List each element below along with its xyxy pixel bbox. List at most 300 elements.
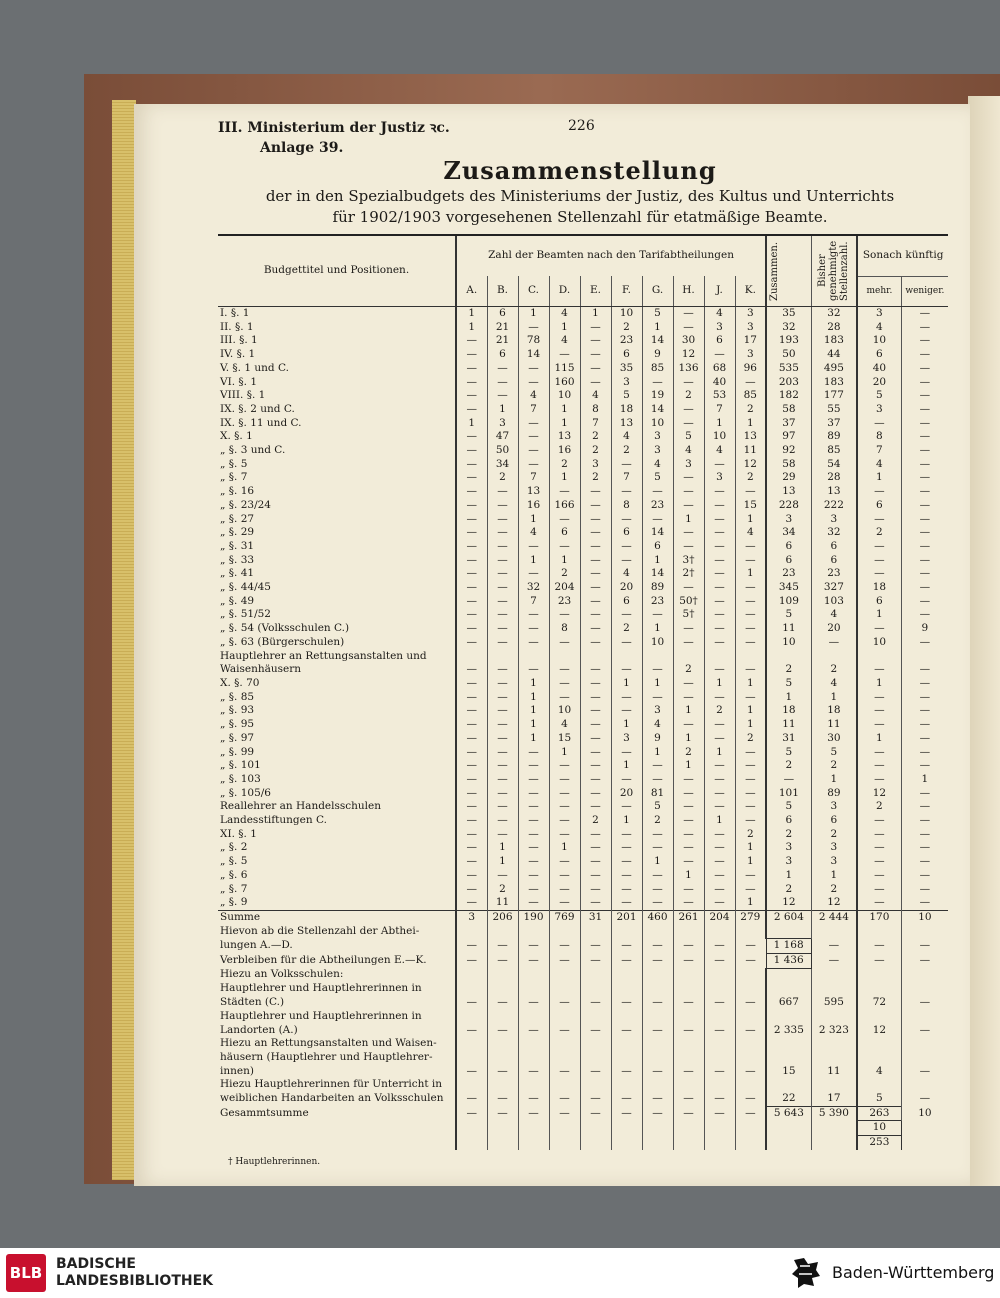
table-cell: 2 [611, 622, 642, 636]
class-header: K. [735, 276, 766, 306]
row-label: „ §. 9 [220, 896, 248, 909]
table-cell: 3 [811, 855, 857, 869]
table-cell [766, 982, 811, 996]
table-cell: 495 [811, 362, 857, 376]
table-cell: — [456, 608, 487, 622]
table-cell: 8 [580, 403, 611, 417]
table-cell: 1 [704, 814, 735, 828]
table-cell: — [518, 746, 549, 760]
table-cell: — [580, 759, 611, 773]
row-label: „ §. 85 [220, 690, 255, 703]
table-cell: — [518, 321, 549, 335]
table-cell: — [673, 526, 704, 540]
table-cell: — [901, 855, 948, 869]
table-cell: 9 [642, 732, 673, 746]
table-cell: 14 [642, 403, 673, 417]
table-cell: 2 [735, 471, 766, 485]
table-cell: 3 [766, 841, 811, 855]
table-cell: — [857, 746, 901, 760]
class-header: J. [704, 276, 735, 306]
table-cell: — [580, 718, 611, 732]
table-cell: 12 [673, 348, 704, 362]
table-cell: 50† [673, 595, 704, 609]
table-cell: — [901, 732, 948, 746]
table-cell [456, 1121, 487, 1136]
table-cell: — [456, 732, 487, 746]
table-cell: 96 [735, 362, 766, 376]
table-cell: 1 [673, 759, 704, 773]
previous-column-header: Bisher genehmigte Stellenzahl. [811, 235, 857, 307]
table-cell: 20 [611, 581, 642, 595]
table-cell: — [456, 567, 487, 581]
table-cell: — [549, 828, 580, 842]
table-cell: — [811, 939, 857, 954]
table-cell: — [580, 321, 611, 335]
table-cell: — [487, 1024, 518, 1038]
table-cell [642, 1037, 673, 1051]
row-label: Landorten (A.) [220, 1023, 298, 1036]
table-cell: — [611, 896, 642, 910]
table-cell: 1 [735, 718, 766, 732]
table-row [218, 1078, 948, 1092]
table-cell: — [901, 362, 948, 376]
table-cell: 72 [857, 996, 901, 1010]
row-label: lungen A.—D. [220, 939, 293, 952]
table-cell: 1 [642, 321, 673, 335]
table-row [218, 430, 948, 444]
table-cell: — [642, 996, 673, 1010]
table-cell: — [580, 869, 611, 883]
table-cell [549, 968, 580, 982]
table-cell: 1 [580, 307, 611, 321]
table-cell: 1 [518, 513, 549, 527]
table-cell: 595 [811, 996, 857, 1010]
table-cell: — [901, 554, 948, 568]
table-cell: — [735, 691, 766, 705]
row-label: Hievon ab die Stellenzahl der Abthei- [220, 924, 420, 937]
table-cell: — [611, 996, 642, 1010]
table-cell: 8 [611, 499, 642, 513]
table-cell: 15 [735, 499, 766, 513]
row-label: XI. §. 1 [220, 827, 257, 840]
table-cell: 1 [456, 321, 487, 335]
table-cell [811, 968, 857, 982]
table-cell: 23 [549, 595, 580, 609]
table-cell: 222 [811, 499, 857, 513]
table-row [218, 759, 948, 773]
table-cell: — [673, 485, 704, 499]
table-cell: 18 [811, 704, 857, 718]
table-cell: — [487, 485, 518, 499]
table-cell: — [735, 663, 766, 677]
table-cell: 3 [487, 417, 518, 431]
row-label: IX. §. 11 und C. [220, 416, 302, 429]
row-label: Reallehrer an Handelsschulen [220, 800, 382, 813]
table-cell: — [580, 334, 611, 348]
row-label: „ §. 7 [220, 882, 248, 895]
table-cell [735, 650, 766, 664]
table-cell: 19 [642, 389, 673, 403]
table-cell: 7 [518, 471, 549, 485]
table-cell: — [704, 567, 735, 581]
class-header: B. [487, 276, 518, 306]
table-cell: — [487, 746, 518, 760]
table-cell [704, 1136, 735, 1150]
table-cell: 1 [901, 773, 948, 787]
table-cell: — [580, 787, 611, 801]
table-cell [735, 968, 766, 982]
table-cell: — [857, 554, 901, 568]
table-cell: 2 [642, 814, 673, 828]
table-cell: — [735, 595, 766, 609]
row-label: IV. §. 1 [220, 348, 256, 361]
table-cell: 6 [857, 499, 901, 513]
table-cell [642, 1078, 673, 1092]
table-cell [456, 1010, 487, 1024]
table-row [218, 485, 948, 499]
row-label: Gesammtsumme [220, 1106, 309, 1119]
table-cell: 4 [811, 608, 857, 622]
table-cell: — [456, 636, 487, 650]
table-cell [456, 1051, 487, 1065]
table-cell: 21 [487, 321, 518, 335]
table-cell [456, 968, 487, 982]
table-cell: 89 [642, 581, 673, 595]
table-cell [487, 1010, 518, 1024]
table-cell [642, 1010, 673, 1024]
facing-page [968, 96, 1000, 1186]
table-cell [518, 1037, 549, 1051]
table-cell [518, 1051, 549, 1065]
table-cell: — [580, 362, 611, 376]
table-cell: 3 [580, 458, 611, 472]
row-label: Landesstiftungen C. [220, 814, 327, 827]
table-cell: 2 [857, 526, 901, 540]
table-cell: — [611, 1092, 642, 1106]
table-cell: — [704, 581, 735, 595]
table-cell: 7 [611, 471, 642, 485]
table-cell: 13 [518, 485, 549, 499]
table-cell: 1 [487, 841, 518, 855]
class-header: D. [549, 276, 580, 306]
table-row [218, 1106, 948, 1121]
table-cell: 1 [487, 855, 518, 869]
table-cell [456, 650, 487, 664]
table-row [218, 1037, 948, 1051]
table-cell: 3 [766, 513, 811, 527]
table-cell: — [518, 896, 549, 910]
table-cell [642, 982, 673, 996]
table-cell: — [673, 691, 704, 705]
table-cell: — [456, 1065, 487, 1079]
table-cell: — [580, 595, 611, 609]
table-cell [518, 968, 549, 982]
table-cell: — [673, 841, 704, 855]
table-cell [218, 1136, 456, 1150]
table-row [218, 650, 948, 664]
table-cell: 6 [611, 526, 642, 540]
table-cell: 4 [642, 718, 673, 732]
table-cell [549, 1051, 580, 1065]
row-label: Hauptlehrer an Rettungsanstalten und [220, 649, 427, 662]
table-cell: — [518, 1092, 549, 1106]
table-cell: 1 [673, 704, 704, 718]
table-cell: 31 [766, 732, 811, 746]
table-cell: 3 [611, 732, 642, 746]
table-row [218, 1024, 948, 1038]
table-cell: — [456, 828, 487, 842]
table-cell: — [901, 636, 948, 650]
table-row [218, 444, 948, 458]
table-cell: — [456, 996, 487, 1010]
table-cell: 1 [811, 691, 857, 705]
table-cell: — [518, 869, 549, 883]
table-cell: 30 [673, 334, 704, 348]
table-cell: — [704, 800, 735, 814]
table-cell: 2 [673, 746, 704, 760]
table-cell [901, 650, 948, 664]
table-cell: 136 [673, 362, 704, 376]
table-cell: — [901, 348, 948, 362]
table-cell: — [580, 513, 611, 527]
table-cell: — [487, 939, 518, 954]
table-cell: — [673, 540, 704, 554]
table-cell: — [857, 883, 901, 897]
table-cell: — [456, 841, 487, 855]
table-cell: — [857, 828, 901, 842]
table-cell: — [487, 691, 518, 705]
table-cell [811, 1136, 857, 1150]
table-cell: 3 [735, 307, 766, 321]
table-cell: — [518, 787, 549, 801]
table-cell: 28 [811, 321, 857, 335]
table-cell: — [580, 376, 611, 390]
row-label: Städten (C.) [220, 996, 285, 1009]
table-cell: 6 [766, 814, 811, 828]
table-cell: 6 [766, 554, 811, 568]
table-cell: — [487, 773, 518, 787]
table-cell: — [487, 636, 518, 650]
table-cell: 2† [673, 567, 704, 581]
table-cell: — [704, 663, 735, 677]
table-cell: 1 [857, 608, 901, 622]
table-cell: 10 [611, 307, 642, 321]
table-cell: — [580, 996, 611, 1010]
table-cell: — [487, 677, 518, 691]
table-cell: — [735, 1092, 766, 1106]
table-cell [549, 1078, 580, 1092]
table-cell: 6 [857, 348, 901, 362]
table-cell: — [704, 499, 735, 513]
table-cell: 6 [857, 595, 901, 609]
table-cell [704, 650, 735, 664]
table-cell: — [901, 1065, 948, 1079]
table-cell: — [549, 800, 580, 814]
table-cell: — [901, 376, 948, 390]
table-cell: 13 [549, 430, 580, 444]
table-cell: — [704, 485, 735, 499]
table-cell: 8 [857, 430, 901, 444]
table-cell: 460 [642, 910, 673, 924]
row-label: innen) [220, 1064, 254, 1077]
table-cell: 1 [518, 554, 549, 568]
table-row [218, 1065, 948, 1079]
table-row [218, 954, 948, 969]
table-cell: — [704, 828, 735, 842]
table-cell: — [735, 554, 766, 568]
table-cell: 3 [811, 841, 857, 855]
table-cell: — [811, 636, 857, 650]
class-header: E. [580, 276, 611, 306]
table-cell: — [704, 855, 735, 869]
table-cell: — [549, 1024, 580, 1038]
table-cell: 2 444 [811, 910, 857, 924]
table-cell [811, 1078, 857, 1092]
table-cell [611, 1051, 642, 1065]
table-cell: — [704, 540, 735, 554]
row-label: Hiezu Hauptlehrerinnen für Unterricht in [220, 1078, 443, 1091]
table-cell: — [580, 348, 611, 362]
table-cell: — [580, 1065, 611, 1079]
table-cell [611, 1010, 642, 1024]
table-cell: — [704, 841, 735, 855]
table-cell: — [704, 595, 735, 609]
table-cell [611, 982, 642, 996]
table-cell: — [487, 499, 518, 513]
table-cell: — [518, 567, 549, 581]
table-cell: — [901, 718, 948, 732]
table-cell: 14 [518, 348, 549, 362]
table-cell [901, 925, 948, 939]
table-cell: 6 [642, 540, 673, 554]
table-cell: — [857, 622, 901, 636]
table-cell: — [642, 1024, 673, 1038]
table-cell: 23 [611, 334, 642, 348]
table-cell [611, 1037, 642, 1051]
table-cell: — [673, 996, 704, 1010]
table-row [218, 403, 948, 417]
table-cell: — [456, 787, 487, 801]
table-cell: — [487, 828, 518, 842]
table-cell: — [549, 636, 580, 650]
table-cell: — [518, 800, 549, 814]
table-cell: 13 [766, 485, 811, 499]
table-cell: 7 [518, 595, 549, 609]
table-cell: — [456, 718, 487, 732]
table-cell: 4 [642, 458, 673, 472]
table-row [218, 376, 948, 390]
table-cell: — [642, 513, 673, 527]
table-cell: — [518, 540, 549, 554]
table-cell: — [580, 828, 611, 842]
table-cell: 12 [811, 896, 857, 910]
table-cell: — [642, 773, 673, 787]
table-cell: — [456, 485, 487, 499]
table-cell: 6 [811, 554, 857, 568]
table-cell: — [456, 403, 487, 417]
table-cell: — [580, 773, 611, 787]
table-cell: 2 [766, 828, 811, 842]
table-cell: 12 [857, 787, 901, 801]
table-cell: — [901, 403, 948, 417]
table-cell: — [487, 1106, 518, 1121]
row-label: weiblichen Handarbeiten an Volksschulen [220, 1092, 444, 1105]
table-cell [704, 968, 735, 982]
table-cell [549, 1037, 580, 1051]
table-cell [857, 650, 901, 664]
table-cell: — [456, 389, 487, 403]
table-cell: 1 [518, 704, 549, 718]
row-label: Summe [218, 910, 456, 924]
section-title: III. Ministerium der Justiz ꝛc. [218, 120, 450, 136]
table-cell: 50 [766, 348, 811, 362]
table-cell: 9 [901, 622, 948, 636]
table-cell: — [580, 939, 611, 954]
table-cell: 10 [549, 389, 580, 403]
table-cell: — [456, 430, 487, 444]
table-cell [611, 968, 642, 982]
table-cell: 6 [811, 540, 857, 554]
row-label: häusern (Hauptlehrer und Hauptlehrer- [220, 1050, 433, 1063]
row-label: „ §. 16 [220, 485, 255, 498]
table-cell: — [611, 828, 642, 842]
table-cell: — [611, 1106, 642, 1121]
table-cell: 1 [704, 677, 735, 691]
table-cell: 32 [766, 321, 811, 335]
table-cell: — [518, 663, 549, 677]
table-cell: — [704, 348, 735, 362]
row-label: Waisenhäusern [220, 663, 302, 676]
table-cell [857, 982, 901, 996]
table-cell: — [673, 321, 704, 335]
row-label: „ §. 54 (Volksschulen C.) [220, 622, 350, 635]
table-cell: 14 [642, 526, 673, 540]
table-cell: — [901, 513, 948, 527]
table-cell: — [857, 841, 901, 855]
table-cell: — [901, 1024, 948, 1038]
table-row [218, 996, 948, 1010]
table-cell: 10 [766, 636, 811, 650]
table-cell: — [735, 1106, 766, 1121]
table-cell [704, 1037, 735, 1051]
future-group-header: Sonach künftig [857, 235, 948, 276]
table-cell: — [704, 1106, 735, 1121]
table-cell: 37 [766, 417, 811, 431]
class-header: H. [673, 276, 704, 306]
table-row [218, 417, 948, 431]
sum-row [218, 910, 948, 924]
table-cell: — [901, 540, 948, 554]
table-cell: — [456, 759, 487, 773]
table-cell: — [735, 954, 766, 969]
table-cell: 4 [704, 307, 735, 321]
state-name: Baden-Württemberg [832, 1263, 995, 1282]
blb-logo: BLB [6, 1254, 46, 1292]
table-cell: — [487, 1092, 518, 1106]
table-cell: — [642, 691, 673, 705]
table-cell: 5 [766, 608, 811, 622]
table-cell: 4 [518, 389, 549, 403]
row-label: „ §. 99 [220, 745, 255, 758]
table-cell: — [704, 773, 735, 787]
table-cell [456, 1078, 487, 1092]
table-cell: — [518, 996, 549, 1010]
document-subtitle [218, 186, 942, 228]
table-cell: — [857, 869, 901, 883]
table-cell [456, 1037, 487, 1051]
table-cell: — [735, 787, 766, 801]
table-cell [549, 982, 580, 996]
